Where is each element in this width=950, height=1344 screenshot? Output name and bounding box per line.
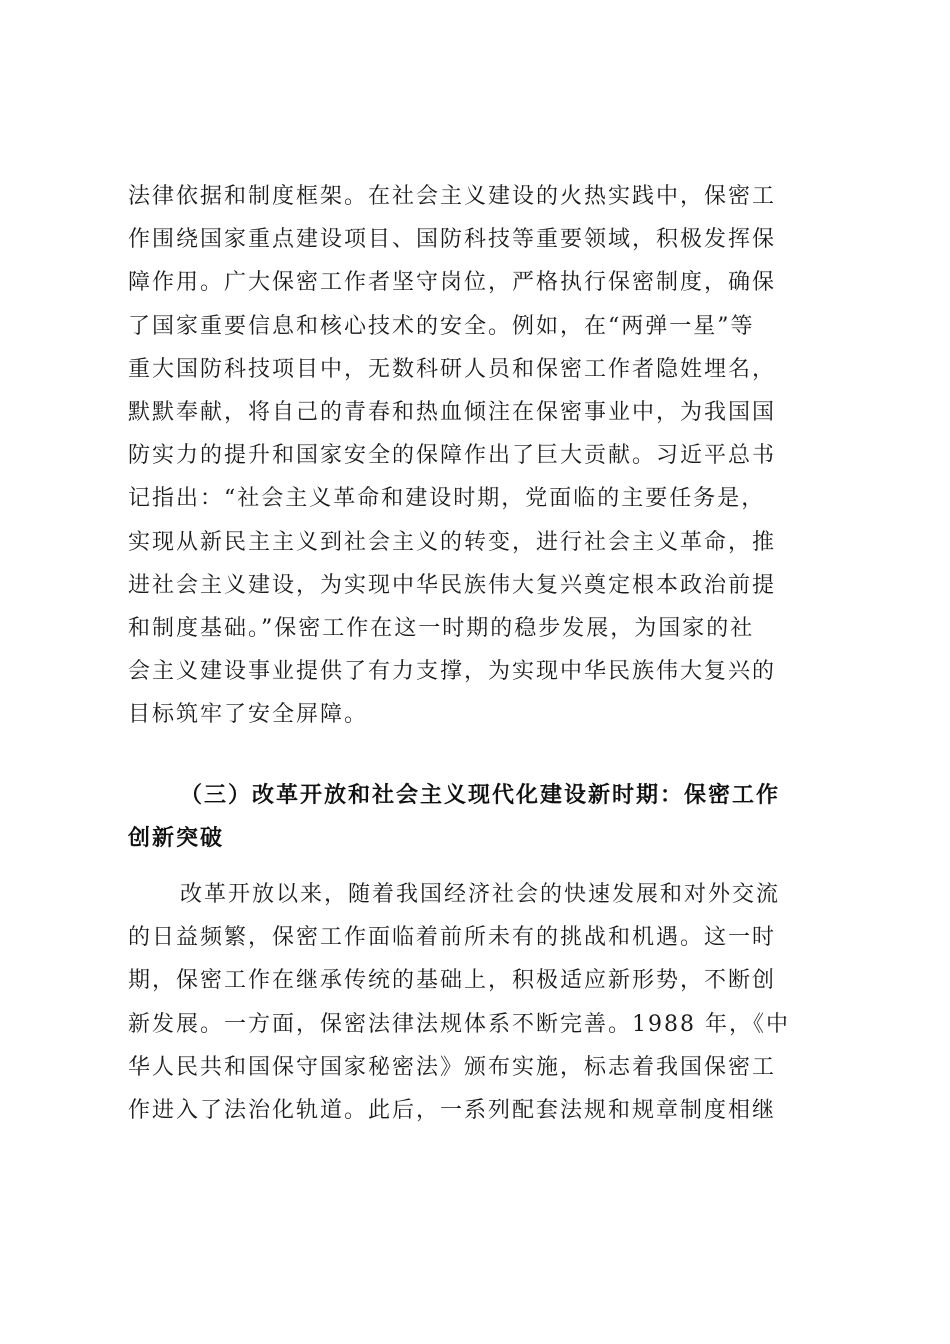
- paragraph-1-line: 会主义建设事业提供了有力支撑，为实现中华民族伟大复兴的: [128, 659, 777, 685]
- paragraph-1: [128, 175, 830, 736]
- paragraph-1-line: 默默奉献，将自己的青春和热血倾注在保密事业中，为我国国: [128, 399, 777, 425]
- paragraph-2: [128, 873, 830, 1132]
- paragraph-2-line: 期，保密工作在继承传统的基础上，积极适应新形势，不断创: [128, 968, 777, 994]
- paragraph-1-line: 记指出：“社会主义革命和建设时期，党面临的主要任务是，: [128, 486, 766, 512]
- paragraph-1-line: 了国家重要信息和核心技术的安全。例如，在“两弹一星”等: [128, 313, 755, 339]
- paragraph-1-line: 作围绕国家重点建设项目、国防科技等重要领域，积极发挥保: [128, 227, 777, 253]
- paragraph-1-line: 进社会主义建设，为实现中华民族伟大复兴奠定根本政治前提: [128, 572, 777, 598]
- paragraph-2-line: 新发展。一方面，保密法律法规体系不断完善。1988 年，《中: [128, 1011, 790, 1037]
- paragraph-1-line: 法律依据和制度框架。在社会主义建设的火热实践中，保密工: [128, 184, 777, 209]
- paragraph-1-line: 重大国防科技项目中，无数科研人员和保密工作者隐姓埋名，: [128, 356, 777, 382]
- paragraph-2-line: 作进入了法治化轨道。此后，一系列配套法规和规章制度相继: [128, 1097, 777, 1123]
- paragraph-2-line: 改革开放以来，随着我国经济社会的快速发展和对外交流: [180, 882, 781, 907]
- paragraph-2-line: 华人民共和国保守国家秘密法》颁布实施，标志着我国保密工: [128, 1054, 777, 1080]
- section-heading-line: 创新突破: [128, 826, 225, 852]
- paragraph-1-line: 障作用。广大保密工作者坚守岗位，严格执行保密制度，确保: [128, 270, 777, 296]
- section-heading: [128, 774, 830, 860]
- paragraph-1-line: 目标筑牢了安全屏障。: [128, 702, 369, 728]
- paragraph-1-line: 实现从新民主主义到社会主义的转变，进行社会主义革命，推: [128, 529, 777, 555]
- paragraph-1-line: 防实力的提升和国家安全的保障作出了巨大贡献。习近平总书: [128, 443, 777, 469]
- section-heading-line: （三）改革开放和社会主义现代化建设新时期：保密工作: [180, 783, 781, 808]
- paragraph-2-line: 的日益频繁，保密工作面临着前所未有的挑战和机遇。这一时: [128, 925, 777, 951]
- paragraph-1-line: 和制度基础。”保密工作在这一时期的稳步发展，为国家的社: [128, 615, 755, 641]
